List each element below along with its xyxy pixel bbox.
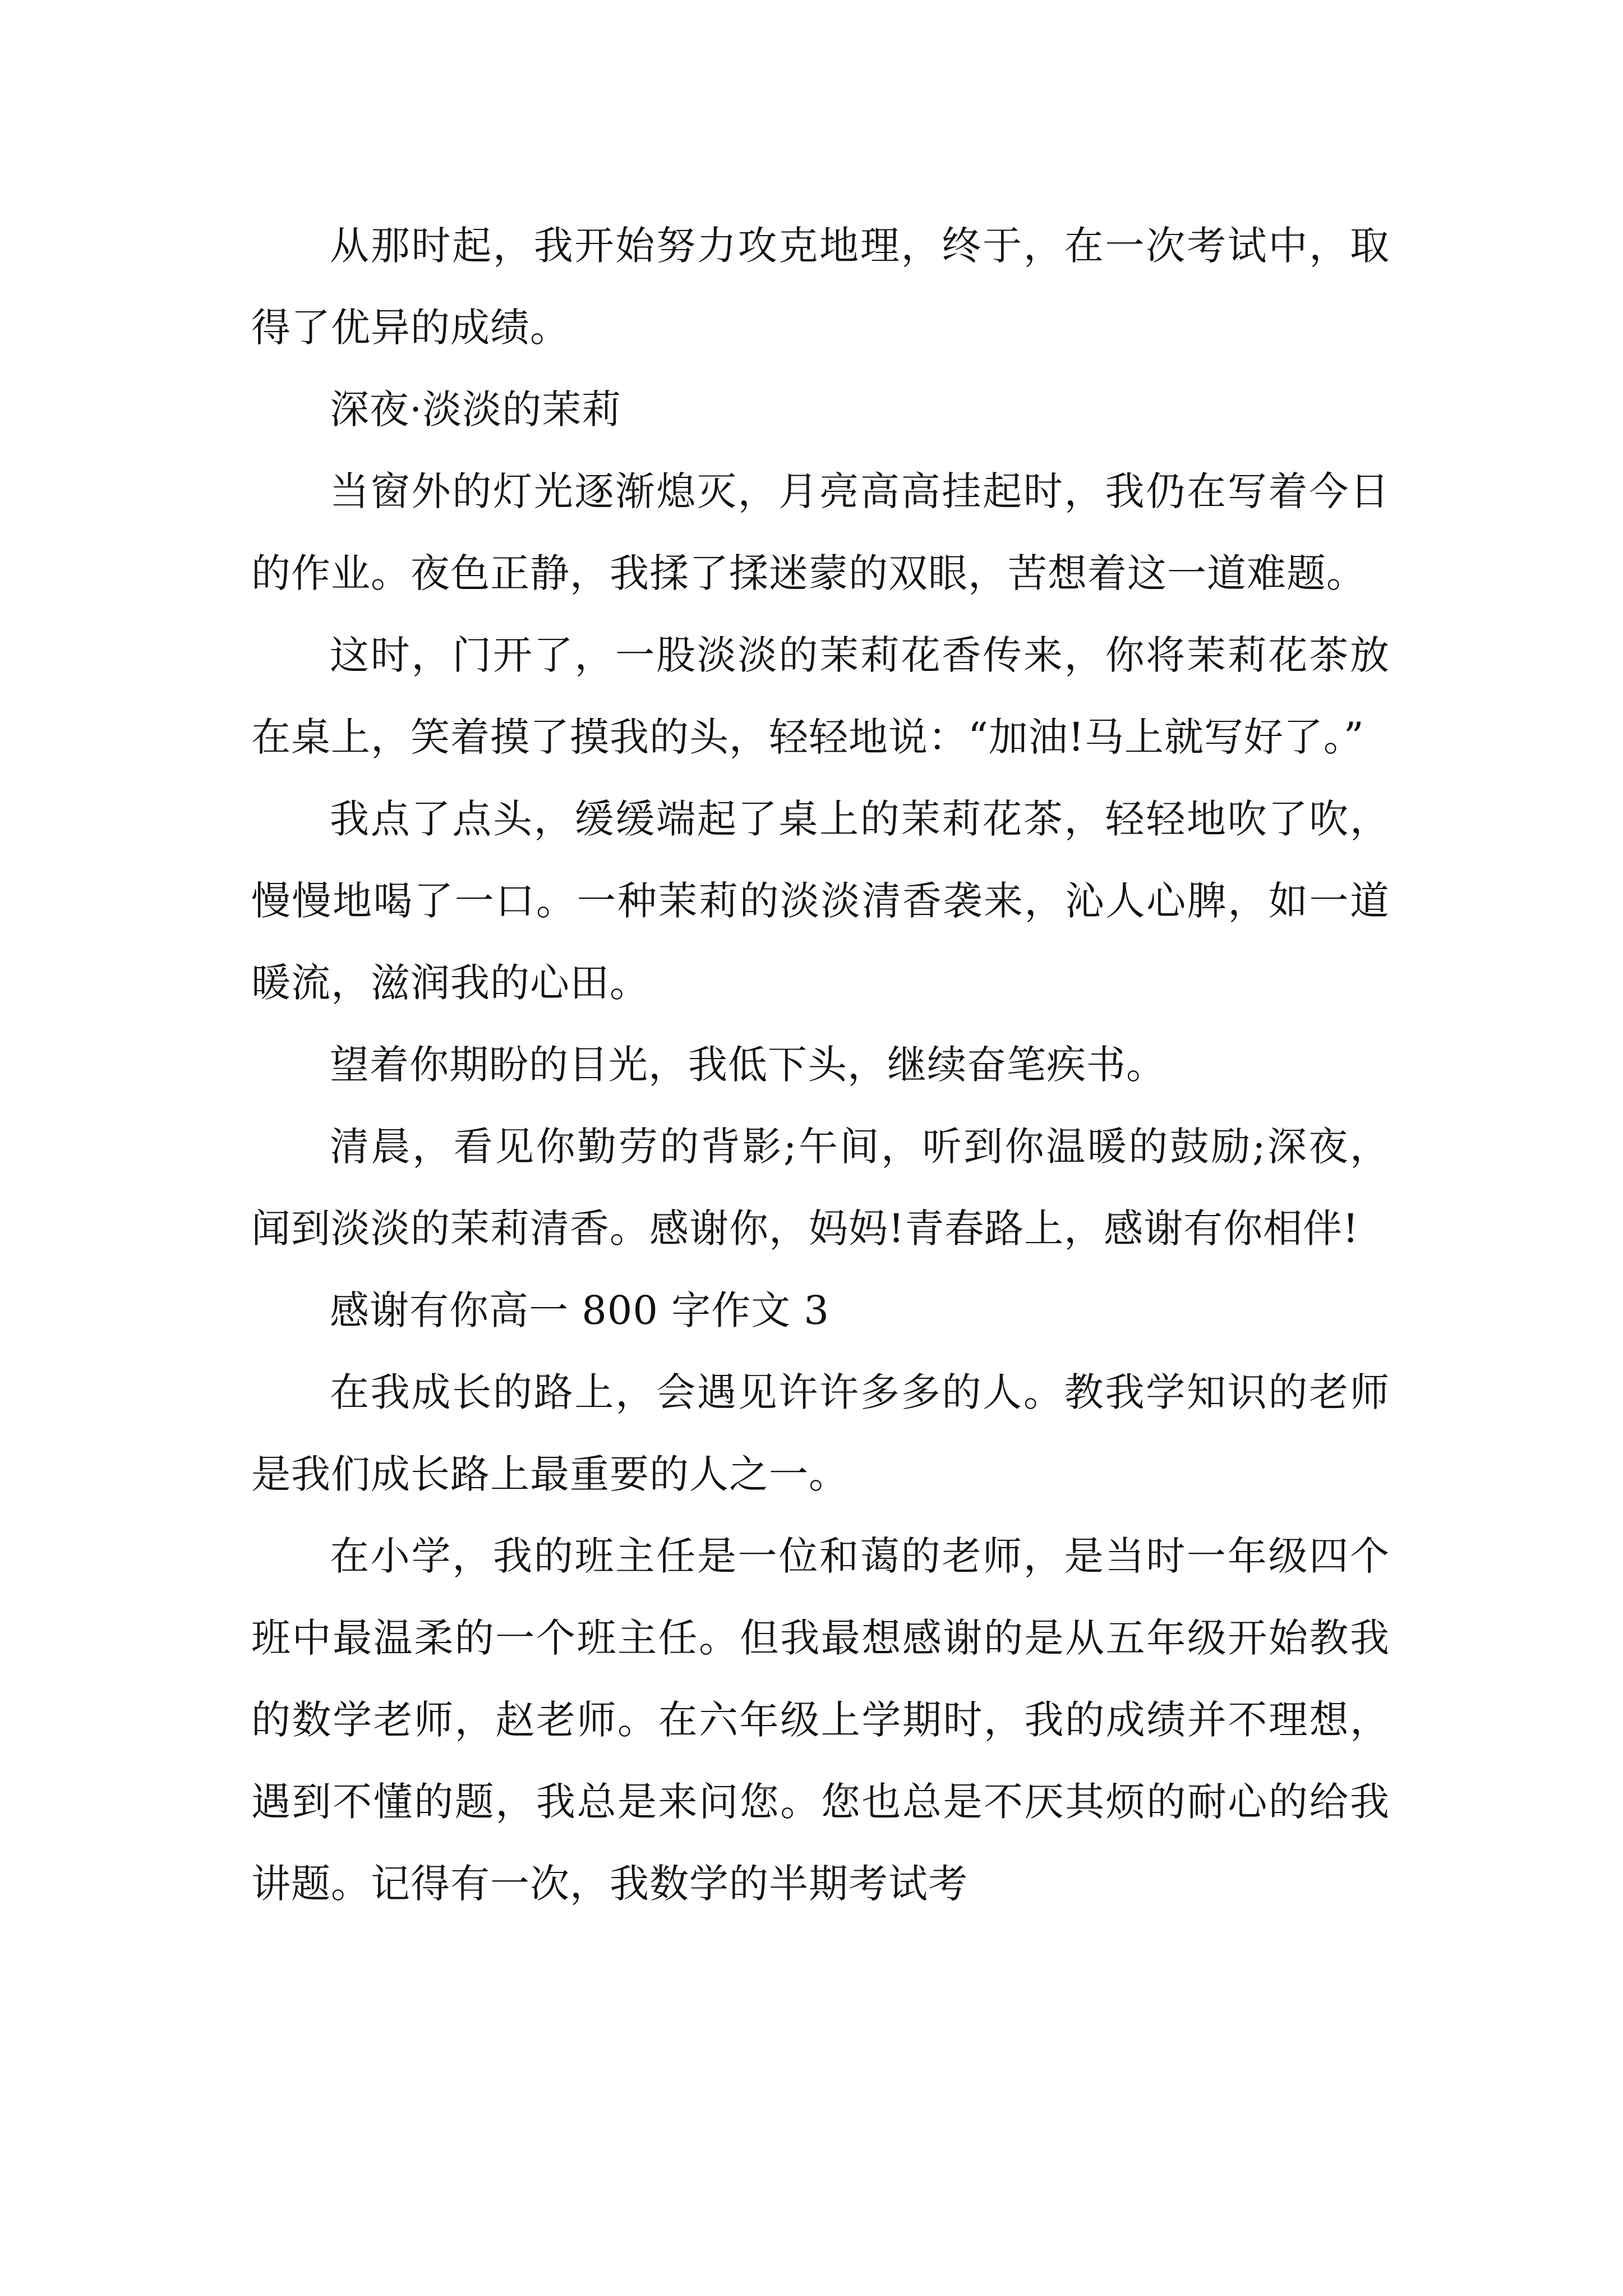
paragraph: 这时，门开了，一股淡淡的茉莉花香传来，你将茉莉花茶放在桌上，笑着摸了摸我的头，轻轻地说：“加油!马上就写好了。” [251,632,1390,760]
paragraph: 我点了点头，缓缓端起了桌上的茉莉花茶，轻轻地吹了吹，慢慢地喝了一口。一种茉莉的淡淡清香袭来，沁人心脾，如一道暖流，滋润我的心田。 [251,796,1390,1006]
document-body [251,205,1390,1925]
section-heading: 深夜·淡淡的茉莉 [330,386,622,432]
paragraph: 清晨，看见你勤劳的背影;午间，听到你温暖的鼓励;深夜，闻到淡淡的茉莉清香。感谢你，妈妈!青春路上，感谢有你相伴! [251,1124,1390,1251]
paragraph: 望着你期盼的目光，我低下头，继续奋笔疾书。 [330,1042,1166,1088]
essay-title: 感谢有你高一 800 字作文 3 [330,1287,829,1333]
paragraph: 在小学，我的班主任是一位和蔼的老师，是当时一年级四个班中最温柔的一个班主任。但我最想感谢的是从五年级开始教我的数学老师，赵老师。在六年级上学期时，我的成绩并不理想，遇到不懂的题，我总是来问您。您也总是不厌其烦的耐心的给我讲题。记得有一次，我数学的半期考试考 [251,1533,1390,1907]
paragraph: 在我成长的路上，会遇见许许多多的人。教我学知识的老师是我们成长路上最重要的人之一。 [251,1369,1390,1497]
paragraph: 当窗外的灯光逐渐熄灭，月亮高高挂起时，我仍在写着今日的作业。夜色正静，我揉了揉迷蒙的双眼，苦想着这一道难题。 [251,468,1390,596]
paragraph: 从那时起，我开始努力攻克地理，终于，在一次考试中，取得了优异的成绩。 [251,223,1390,351]
